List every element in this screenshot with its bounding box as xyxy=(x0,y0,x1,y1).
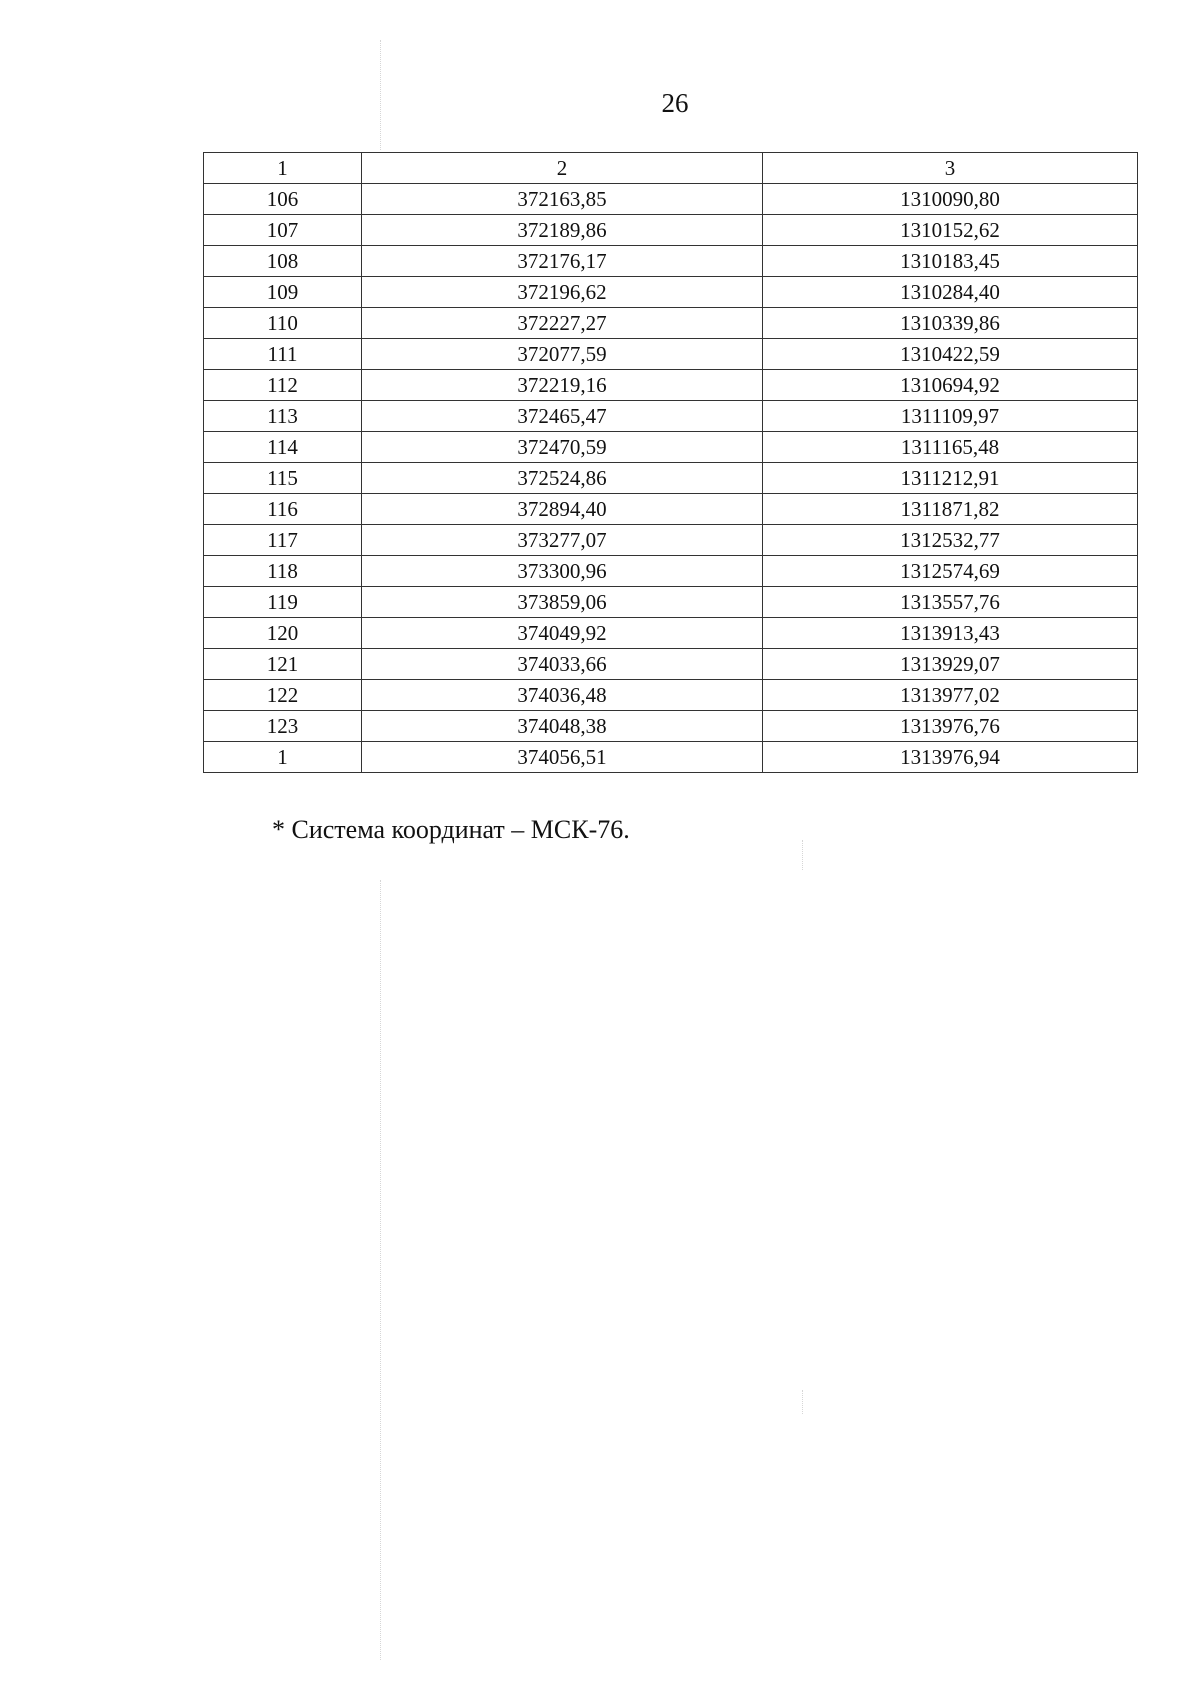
point-number-cell: 120 xyxy=(204,618,362,649)
table-row xyxy=(204,370,1138,401)
table-row xyxy=(204,494,1138,525)
x-coordinate-cell: 372189,86 xyxy=(362,215,763,246)
table-row xyxy=(204,339,1138,370)
table-row xyxy=(204,556,1138,587)
y-coordinate-cell: 1310339,86 xyxy=(763,308,1138,339)
x-coordinate-cell: 372227,27 xyxy=(362,308,763,339)
x-coordinate-cell: 373859,06 xyxy=(362,587,763,618)
y-coordinate-cell: 1310422,59 xyxy=(763,339,1138,370)
x-coordinate-cell: 372176,17 xyxy=(362,246,763,277)
table-row xyxy=(204,184,1138,215)
y-coordinate-cell: 1312574,69 xyxy=(763,556,1138,587)
y-coordinate-cell: 1313976,94 xyxy=(763,742,1138,773)
table-row xyxy=(204,401,1138,432)
point-number-cell: 106 xyxy=(204,184,362,215)
point-number-cell: 121 xyxy=(204,649,362,680)
point-number-cell: 112 xyxy=(204,370,362,401)
column-header-3: 3 xyxy=(763,153,1138,184)
page-number: 26 xyxy=(661,88,689,118)
y-coordinate-cell: 1310183,45 xyxy=(763,246,1138,277)
x-coordinate-cell: 374049,92 xyxy=(362,618,763,649)
x-coordinate-cell: 372524,86 xyxy=(362,463,763,494)
column-header-2: 2 xyxy=(362,153,763,184)
point-number-cell: 123 xyxy=(204,711,362,742)
point-number-cell: 111 xyxy=(204,339,362,370)
point-number-cell: 108 xyxy=(204,246,362,277)
x-coordinate-cell: 373277,07 xyxy=(362,525,763,556)
column-header-1: 1 xyxy=(204,153,362,184)
table-row xyxy=(204,711,1138,742)
point-number-cell: 122 xyxy=(204,680,362,711)
x-coordinate-cell: 374033,66 xyxy=(362,649,763,680)
table-header-row xyxy=(204,153,1138,184)
point-number-cell: 117 xyxy=(204,525,362,556)
coordinates-table xyxy=(203,152,1138,773)
point-number-cell: 114 xyxy=(204,432,362,463)
point-number-cell: 118 xyxy=(204,556,362,587)
y-coordinate-cell: 1313557,76 xyxy=(763,587,1138,618)
scan-artifact xyxy=(380,880,381,1660)
table-row xyxy=(204,525,1138,556)
table-row xyxy=(204,587,1138,618)
table-row xyxy=(204,277,1138,308)
point-number-cell: 110 xyxy=(204,308,362,339)
point-number-cell: 119 xyxy=(204,587,362,618)
y-coordinate-cell: 1313977,02 xyxy=(763,680,1138,711)
y-coordinate-cell: 1311871,82 xyxy=(763,494,1138,525)
y-coordinate-cell: 1310090,80 xyxy=(763,184,1138,215)
x-coordinate-cell: 372077,59 xyxy=(362,339,763,370)
x-coordinate-cell: 373300,96 xyxy=(362,556,763,587)
y-coordinate-cell: 1312532,77 xyxy=(763,525,1138,556)
point-number-cell: 1 xyxy=(204,742,362,773)
y-coordinate-cell: 1311109,97 xyxy=(763,401,1138,432)
scan-artifact xyxy=(802,1390,803,1414)
x-coordinate-cell: 374048,38 xyxy=(362,711,763,742)
table-row xyxy=(204,649,1138,680)
point-number-cell: 115 xyxy=(204,463,362,494)
y-coordinate-cell: 1310694,92 xyxy=(763,370,1138,401)
table-row xyxy=(204,618,1138,649)
point-number-cell: 109 xyxy=(204,277,362,308)
table-row xyxy=(204,246,1138,277)
x-coordinate-cell: 372465,47 xyxy=(362,401,763,432)
scan-artifact xyxy=(802,840,803,870)
coordinate-system-footnote: * Система координат – МСК-76. xyxy=(272,815,630,844)
table-row xyxy=(204,463,1138,494)
x-coordinate-cell: 372894,40 xyxy=(362,494,763,525)
point-number-cell: 113 xyxy=(204,401,362,432)
y-coordinate-cell: 1313976,76 xyxy=(763,711,1138,742)
x-coordinate-cell: 374036,48 xyxy=(362,680,763,711)
x-coordinate-cell: 374056,51 xyxy=(362,742,763,773)
x-coordinate-cell: 372196,62 xyxy=(362,277,763,308)
y-coordinate-cell: 1311212,91 xyxy=(763,463,1138,494)
table-row xyxy=(204,432,1138,463)
y-coordinate-cell: 1313913,43 xyxy=(763,618,1138,649)
table-row xyxy=(204,215,1138,246)
x-coordinate-cell: 372219,16 xyxy=(362,370,763,401)
table-row xyxy=(204,680,1138,711)
x-coordinate-cell: 372163,85 xyxy=(362,184,763,215)
point-number-cell: 107 xyxy=(204,215,362,246)
point-number-cell: 116 xyxy=(204,494,362,525)
y-coordinate-cell: 1310284,40 xyxy=(763,277,1138,308)
y-coordinate-cell: 1310152,62 xyxy=(763,215,1138,246)
y-coordinate-cell: 1311165,48 xyxy=(763,432,1138,463)
table-row xyxy=(204,308,1138,339)
x-coordinate-cell: 372470,59 xyxy=(362,432,763,463)
table-row xyxy=(204,742,1138,773)
y-coordinate-cell: 1313929,07 xyxy=(763,649,1138,680)
